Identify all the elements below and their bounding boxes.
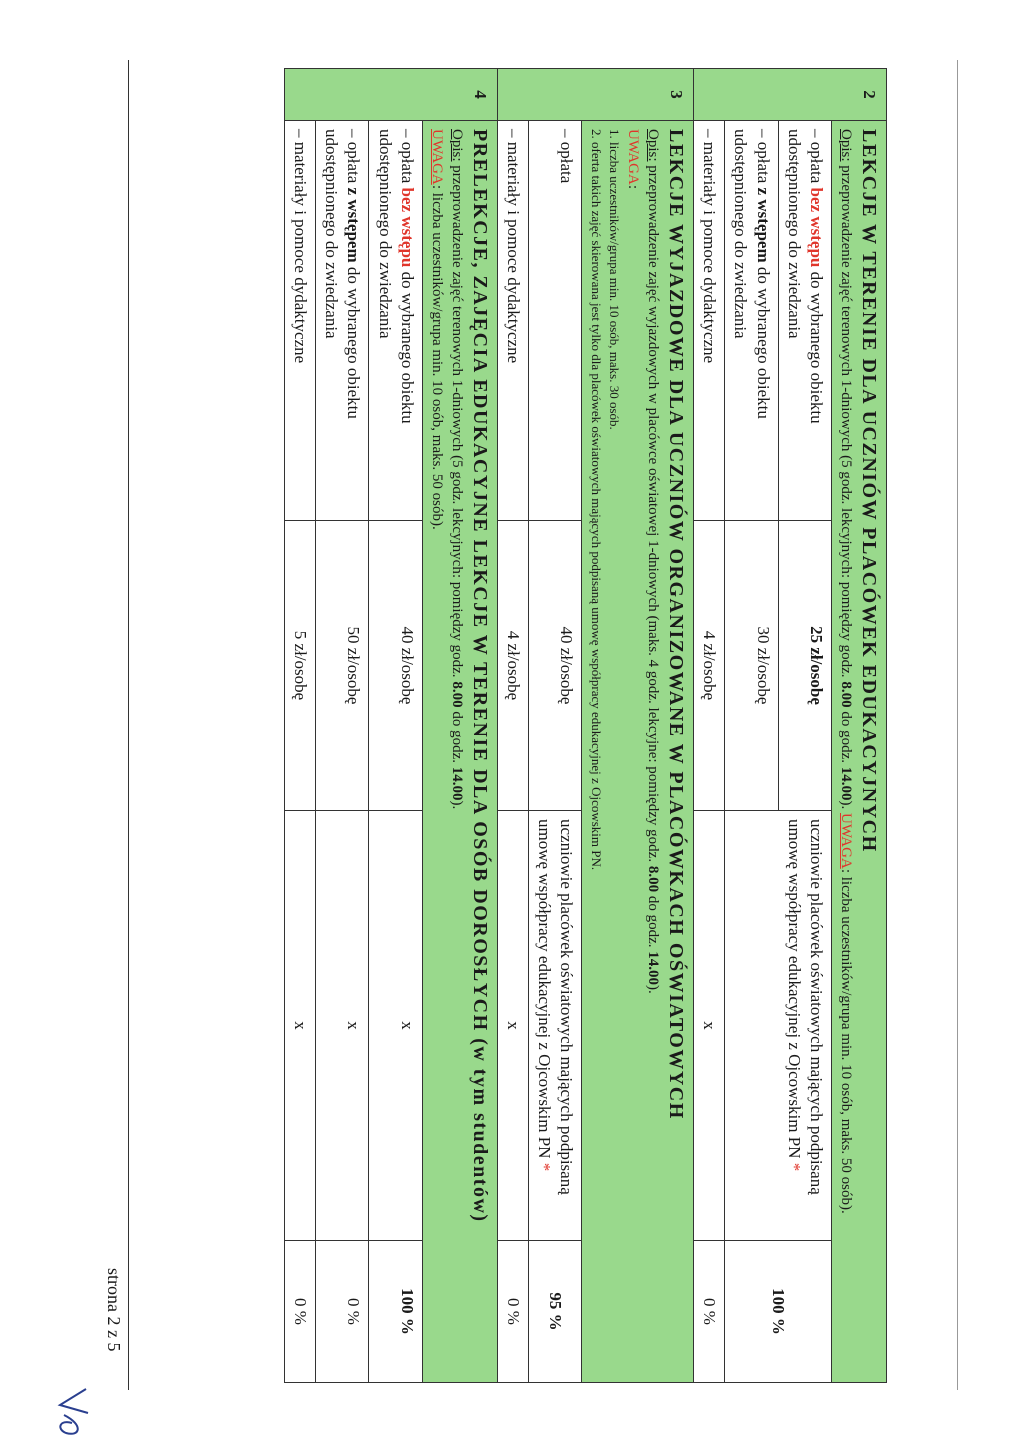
section-number: 2 bbox=[694, 69, 887, 121]
fee-label: – opłata bez wstępu do wybranego obiektu udostępnionego do zwiedzania bbox=[369, 121, 422, 521]
section-title: LEKCJE W TERENIE DLA UCZNIÓW PLACÓWEK EDUKACYJNYCH bbox=[858, 129, 880, 853]
section-description: Opis: przeprowadzenie zajęć terenowych 1-dniowych (5 godz. lekcyjnych: pomiędzy godz. 8.00 do godz. 14.00). bbox=[449, 129, 466, 810]
discount-percent: 100 % bbox=[725, 1241, 831, 1383]
fee-label: – opłata z wstępem do wybranego obiektu udostępnionego do zwiedzania bbox=[725, 121, 778, 521]
section-2-header bbox=[831, 69, 886, 1383]
discount-percent: 0 % bbox=[694, 1241, 725, 1383]
other-value: x bbox=[498, 811, 529, 1241]
section-number: 3 bbox=[498, 69, 694, 121]
note-item: 1. liczba uczestników/grupa min. 10 osób, maks. 30 osób. bbox=[606, 129, 622, 430]
other-value: x bbox=[285, 811, 316, 1241]
note-item: 2. oferta takich zajęć skierowana jest tylko dla placówek oświatowych mających podpisaną umowę współpracy edukacyjnej z Ojcowskim PN. bbox=[588, 129, 604, 871]
discount-percent: 100 % bbox=[369, 1241, 422, 1383]
discount-percent: 0 % bbox=[285, 1241, 316, 1383]
section-4-header bbox=[422, 69, 498, 1383]
top-rule bbox=[957, 60, 958, 1390]
section-header-cell bbox=[831, 121, 886, 1383]
discount-percent: 95 % bbox=[529, 1241, 582, 1383]
fee-price: 30 zł/osobę bbox=[725, 521, 778, 811]
fee-label: – materiały i pomoce dydaktyczne bbox=[285, 121, 316, 521]
fee-label: – materiały i pomoce dydaktyczne bbox=[694, 121, 725, 521]
fee-label: – materiały i pomoce dydaktyczne bbox=[498, 121, 529, 521]
other-value: x bbox=[369, 811, 422, 1241]
fee-price: 50 zł/osobę bbox=[316, 521, 369, 811]
section-title: LEKCJE WYJAZDOWE DLA UCZNIÓW ORGANIZOWANE W PLACÓWKACH OŚWIATOWYCH bbox=[665, 129, 688, 1120]
section-title: PRELEKCJE, ZAJĘCIA EDUKACYJNE LEKCJE W TERENIE DLA OSÓB DOROSŁYCH (w tym studentów) bbox=[469, 129, 492, 1223]
eligibility-note: uczniowie placówek oświatowych mających podpisaną umowę współpracy edukacyjnej z Ojcowskim PN * bbox=[725, 811, 831, 1241]
table-row bbox=[316, 69, 369, 1383]
fee-price: 40 zł/osobę bbox=[369, 521, 422, 811]
eligibility-note: uczniowie placówek oświatowych mających podpisaną umowę współpracy edukacyjnej z Ojcowskim PN * bbox=[529, 811, 582, 1241]
fee-label: – opłata bez wstępu do wybranego obiektu udostępnionego do zwiedzania bbox=[778, 121, 831, 521]
fee-price: 4 zł/osobę bbox=[498, 521, 529, 811]
table-row bbox=[529, 69, 582, 1383]
bottom-rule bbox=[128, 60, 129, 1390]
table-row bbox=[694, 69, 725, 1383]
fee-price: 5 zł/osobę bbox=[285, 521, 316, 811]
section-header-cell bbox=[582, 121, 694, 1383]
section-3-header bbox=[582, 69, 694, 1383]
table-row bbox=[498, 69, 529, 1383]
uwaga-line: UWAGA: liczba uczestników/grupa min. 10 osób, maks. 50 osób). bbox=[428, 129, 445, 530]
handwritten-initials-icon bbox=[54, 1385, 94, 1440]
fee-price: 4 zł/osobę bbox=[694, 521, 725, 811]
section-description: Opis: przeprowadzenie zajęć wyjazdowych w placówce oświatowej 1-dniowych (maks. 4 godz. lekcyjne: pomiędzy godz. 8.00 do godz. 14.00). bbox=[645, 129, 662, 994]
discount-percent: 0 % bbox=[316, 1241, 369, 1383]
section-header-cell bbox=[422, 121, 498, 1383]
fee-table bbox=[284, 68, 887, 1383]
other-value: x bbox=[694, 811, 725, 1241]
table-row bbox=[778, 69, 831, 1383]
fee-label: – opłata z wstępem do wybranego obiektu udostępnionego do zwiedzania bbox=[316, 121, 369, 521]
table-row bbox=[369, 69, 422, 1383]
fee-price: 40 zł/osobę bbox=[529, 521, 582, 811]
discount-percent: 0 % bbox=[498, 1241, 529, 1383]
page-number: strona 2 z 5 bbox=[104, 1268, 124, 1352]
uwaga-label: UWAGA: bbox=[625, 129, 642, 189]
section-description: Opis: przeprowadzenie zajęć terenowych 1-dniowych (5 godz. lekcyjnych: pomiędzy godz. 8.00 do godz. 14.00). UWAGA: liczba uczestników/grupa min. 10 osób, maks. 50 osób). bbox=[838, 129, 854, 1214]
other-value: x bbox=[316, 811, 369, 1241]
section-number: 4 bbox=[285, 69, 498, 121]
fee-price: 25 zł/osobę bbox=[778, 521, 831, 811]
table-row bbox=[285, 69, 316, 1383]
fee-label: – opłata bbox=[529, 121, 582, 521]
